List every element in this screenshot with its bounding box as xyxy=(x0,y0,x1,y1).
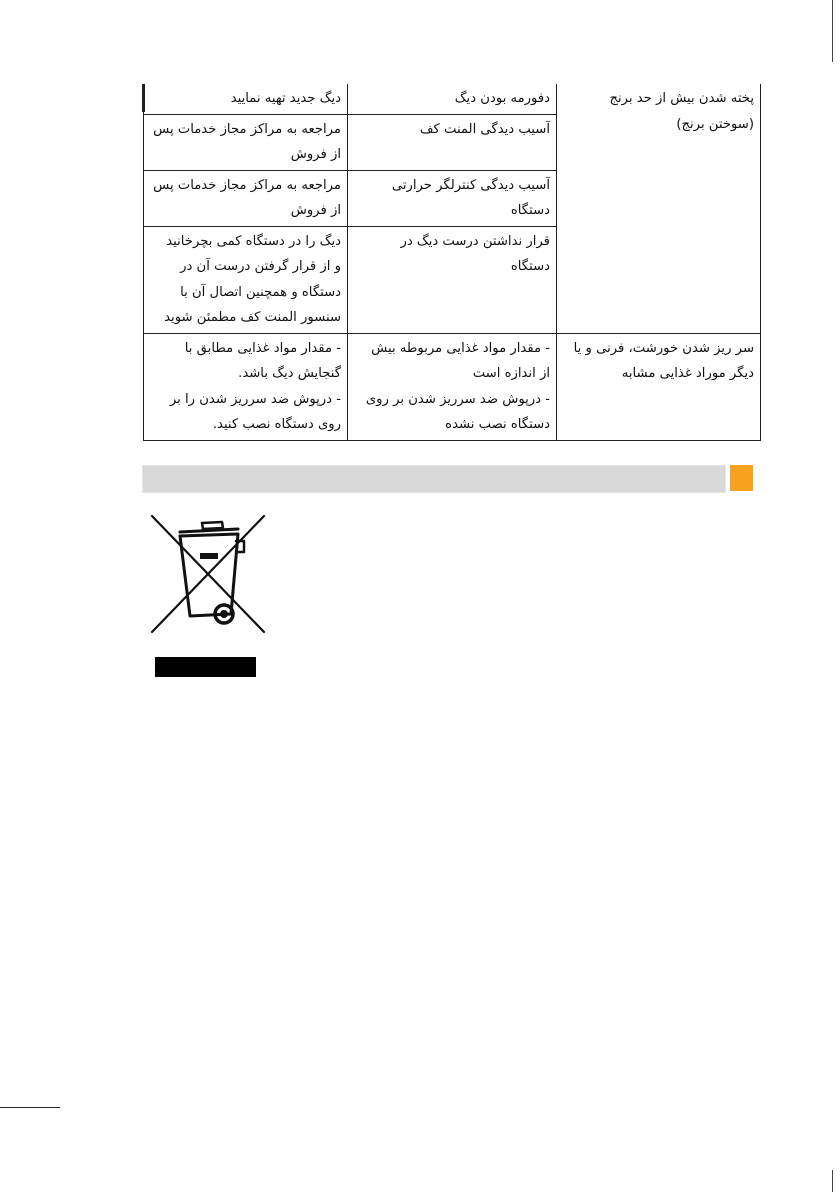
cause-cell xyxy=(348,170,557,226)
solution-cell xyxy=(144,333,348,440)
cell-text: - درپوش ضد سرریز شدن بر روی xyxy=(365,391,550,407)
solution-cell xyxy=(144,226,348,333)
cause-cell xyxy=(348,226,557,333)
cell-text: دستگاه نصب نشده xyxy=(445,417,550,432)
cell-text: دستگاه و همچنین اتصال آن با xyxy=(180,284,341,300)
cell-text: آسیب دیدگی کنترلگر حرارتی xyxy=(391,177,550,193)
cell-text: از اندازه است xyxy=(472,366,550,381)
cell-text: مراجعه به مراکز مجاز خدمات پس xyxy=(153,177,341,193)
cell-text: آسیب دیدگی المنت کف xyxy=(419,121,550,137)
cell-text: - مقدار مواد غذایی مربوطه بیش xyxy=(371,340,550,356)
table-row xyxy=(144,84,761,114)
cell-text: قرار نداشتن درست دیگ در xyxy=(400,233,550,249)
cell-text: دستگاه xyxy=(510,259,550,274)
table-edge-marker xyxy=(142,84,145,112)
problem-cell xyxy=(557,84,761,333)
section-header-bar xyxy=(142,465,726,493)
cause-cell xyxy=(348,333,557,440)
table-row xyxy=(144,333,761,440)
page-edge-line xyxy=(832,1170,833,1192)
cell-text: دیگ جدید تهیه نمایید xyxy=(230,91,341,106)
cell-text: از فروش xyxy=(290,203,341,218)
solution-cell xyxy=(144,84,348,114)
page-footer-rule xyxy=(0,1107,60,1108)
cause-cell xyxy=(348,84,557,114)
solution-cell xyxy=(144,170,348,226)
page-edge-line xyxy=(832,0,833,62)
cell-text: روی دستگاه نصب کنید. xyxy=(212,417,341,432)
cell-text: و از قرار گرفتن درست آن در xyxy=(180,259,341,274)
problem-cell xyxy=(557,333,761,440)
cell-text: (سوختن برنج) xyxy=(676,116,754,132)
cause-cell xyxy=(348,114,557,170)
troubleshooting-table xyxy=(143,84,761,441)
cell-text: گنجایش دیگ باشد. xyxy=(238,366,341,381)
cell-text: سر ریز شدن خورشت، فرنی و یا xyxy=(573,340,754,356)
cell-text: - مقدار مواد غذایی مطابق با xyxy=(184,340,341,356)
cell-text: دفورمه بودن دیگ xyxy=(454,91,550,106)
cell-text: از فروش xyxy=(290,147,341,162)
cell-text: مراجعه به مراکز مجاز خدمات پس xyxy=(153,121,341,137)
cell-text: پخته شدن بیش از حد برنج xyxy=(609,91,754,106)
cell-text: دستگاه xyxy=(510,203,550,218)
crossed-out-wheelie-bin-icon xyxy=(146,508,270,638)
cell-text: سنسور المنت کف مطمئن شوید xyxy=(164,310,341,325)
cell-text: - درپوش ضد سرریز شدن را بر xyxy=(169,391,341,407)
solution-cell xyxy=(144,114,348,170)
cell-text: دیگر موراد غذایی مشابه xyxy=(621,366,754,381)
weee-black-bar xyxy=(155,657,256,677)
cell-text: دیگ را در دستگاه کمی بچرخانید xyxy=(166,233,341,249)
section-accent-square xyxy=(730,465,753,491)
